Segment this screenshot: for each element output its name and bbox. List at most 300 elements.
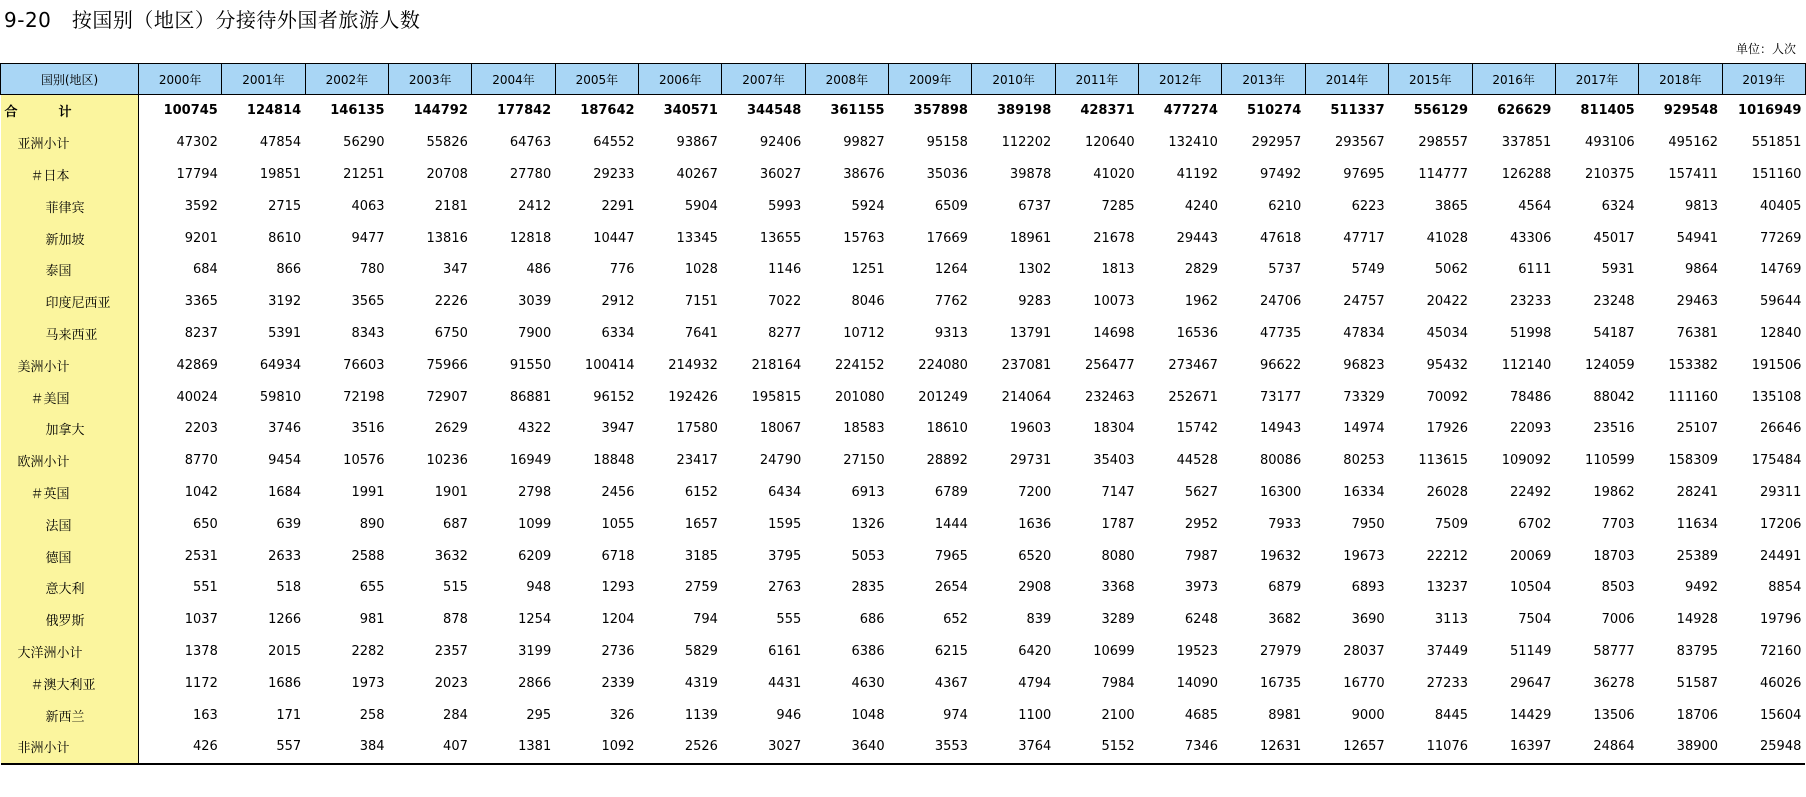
table-cell: 113615 bbox=[1418, 453, 1468, 469]
table-cell: 23516 bbox=[1593, 421, 1635, 437]
table-cell: 974 bbox=[943, 707, 968, 723]
table-cell: 252671 bbox=[1168, 389, 1218, 405]
table-cell: 1048 bbox=[851, 707, 885, 723]
table-cell: 6509 bbox=[934, 198, 968, 214]
table-cell: 14090 bbox=[1176, 675, 1218, 691]
table-cell: 24864 bbox=[1555, 731, 1638, 764]
table-cell: 93867 bbox=[676, 135, 718, 151]
table-cell: 5931 bbox=[1601, 262, 1635, 278]
table-cell: 2357 bbox=[434, 643, 468, 659]
table-cell: 214932 bbox=[668, 357, 718, 373]
table-cell: 58777 bbox=[1593, 643, 1635, 659]
table-cell: 6520 bbox=[1018, 548, 1052, 564]
table-cell: 29443 bbox=[1176, 230, 1218, 246]
table-cell: 17580 bbox=[676, 421, 718, 437]
table-cell: 201080 bbox=[834, 389, 885, 405]
table-cell: 2456 bbox=[601, 484, 635, 500]
table-cell: 9492 bbox=[1684, 580, 1719, 596]
table-cell: 2835 bbox=[851, 580, 885, 596]
table-cell: 18703 bbox=[1593, 548, 1635, 564]
table-cell: 144792 bbox=[413, 103, 468, 119]
table-row bbox=[1, 349, 1806, 381]
table-cell: 2759 bbox=[684, 580, 718, 596]
row-label: ＃英国 bbox=[1, 477, 139, 509]
table-cell: 88042 bbox=[1593, 389, 1635, 405]
table-cell: 3289 bbox=[1101, 612, 1135, 628]
table-cell: 428371 bbox=[1080, 103, 1135, 119]
table-cell: 551851 bbox=[1751, 135, 1802, 151]
table-cell: 218164 bbox=[751, 357, 802, 373]
table-cell: 72907 bbox=[426, 389, 468, 405]
table-row bbox=[1, 286, 1806, 318]
table-cell: 1636 bbox=[1018, 516, 1052, 532]
table-cell: 192426 bbox=[668, 389, 718, 405]
table-cell: 20708 bbox=[426, 166, 468, 182]
table-cell: 2736 bbox=[601, 643, 635, 659]
table-cell: 8277 bbox=[768, 325, 802, 341]
table-cell: 1055 bbox=[601, 516, 635, 532]
table-cell: 2412 bbox=[518, 198, 552, 214]
table-cell: 18848 bbox=[593, 453, 635, 469]
table-cell: 293567 bbox=[1335, 135, 1385, 151]
table-cell: 3973 bbox=[1184, 580, 1218, 596]
table-cell: 948 bbox=[526, 580, 552, 596]
table-cell: 7762 bbox=[934, 294, 968, 310]
table-row bbox=[1, 95, 1806, 127]
table-cell: 19673 bbox=[1343, 548, 1385, 564]
table-cell: 1684 bbox=[268, 484, 302, 500]
table-cell: 14698 bbox=[1093, 325, 1135, 341]
table-cell: 11634 bbox=[1676, 516, 1719, 532]
table-cell: 493106 bbox=[1585, 135, 1635, 151]
table-cell: 3553 bbox=[889, 731, 972, 764]
table-cell: 556129 bbox=[1413, 103, 1468, 119]
table-cell: 295 bbox=[526, 707, 552, 723]
table-cell: 24790 bbox=[759, 453, 802, 469]
table-cell: 3039 bbox=[518, 294, 552, 310]
table-cell: 1028 bbox=[684, 262, 718, 278]
table-cell: 99827 bbox=[843, 135, 885, 151]
table-cell: 839 bbox=[1026, 612, 1052, 628]
table-cell: 59644 bbox=[1760, 294, 1802, 310]
table-cell: 224080 bbox=[918, 357, 968, 373]
header-year: 2000年 bbox=[139, 64, 222, 95]
table-row bbox=[1, 731, 1806, 764]
table-cell: 6210 bbox=[1268, 198, 1302, 214]
table-cell: 92406 bbox=[759, 135, 802, 151]
table-cell: 8981 bbox=[1268, 707, 1302, 723]
table-cell: 7509 bbox=[1434, 516, 1468, 532]
table-row bbox=[1, 445, 1806, 477]
table-cell: 3682 bbox=[1268, 612, 1302, 628]
table-cell: 1266 bbox=[268, 612, 302, 628]
table-cell: 6737 bbox=[1018, 198, 1052, 214]
table-cell: 3690 bbox=[1351, 612, 1385, 628]
row-label: 合 计 bbox=[1, 95, 139, 127]
table-cell: 1264 bbox=[934, 262, 968, 278]
table-cell: 13506 bbox=[1593, 707, 1635, 723]
table-cell: 158309 bbox=[1668, 453, 1719, 469]
table-cell: 811405 bbox=[1580, 103, 1635, 119]
table-cell: 3640 bbox=[805, 731, 888, 764]
table-cell: 47618 bbox=[1259, 230, 1302, 246]
header-year: 2014年 bbox=[1305, 64, 1388, 95]
table-cell: 9283 bbox=[1018, 294, 1052, 310]
table-cell: 21678 bbox=[1093, 230, 1135, 246]
table-cell: 551 bbox=[193, 580, 218, 596]
table-cell: 9864 bbox=[1684, 262, 1719, 278]
table-cell: 273467 bbox=[1168, 357, 1218, 373]
table-cell: 4564 bbox=[1518, 198, 1552, 214]
table-cell: 8237 bbox=[184, 325, 218, 341]
row-label: 法国 bbox=[1, 508, 139, 540]
table-cell: 4630 bbox=[851, 675, 885, 691]
table-cell: 555 bbox=[776, 612, 802, 628]
table-cell: 124814 bbox=[246, 103, 302, 119]
table-cell: 1254 bbox=[518, 612, 552, 628]
table-cell: 4240 bbox=[1184, 198, 1218, 214]
table-cell: 76381 bbox=[1676, 325, 1719, 341]
table-cell: 794 bbox=[693, 612, 718, 628]
table-cell: 298557 bbox=[1418, 135, 1468, 151]
table-cell: 1595 bbox=[768, 516, 802, 532]
table-cell: 7151 bbox=[684, 294, 718, 310]
table-cell: 1016949 bbox=[1738, 103, 1802, 119]
table-cell: 15604 bbox=[1760, 707, 1802, 723]
table-cell: 41028 bbox=[1426, 230, 1468, 246]
row-label: 新西兰 bbox=[1, 699, 139, 731]
table-cell: 51998 bbox=[1509, 325, 1552, 341]
table-cell: 5152 bbox=[1055, 731, 1138, 764]
table-cell: 2226 bbox=[434, 294, 468, 310]
table-cell: 64552 bbox=[593, 135, 635, 151]
table-cell: 3592 bbox=[184, 198, 218, 214]
table-cell: 9477 bbox=[351, 230, 385, 246]
table-cell: 1813 bbox=[1101, 262, 1135, 278]
header-year: 2010年 bbox=[972, 64, 1055, 95]
table-cell: 96823 bbox=[1343, 357, 1385, 373]
table-cell: 407 bbox=[389, 731, 472, 764]
table-cell: 72160 bbox=[1760, 643, 1802, 659]
table-cell: 1326 bbox=[851, 516, 885, 532]
row-label: 非洲小计 bbox=[1, 731, 139, 764]
table-cell: 7965 bbox=[934, 548, 968, 564]
table-cell: 9454 bbox=[268, 453, 302, 469]
header-year: 2013年 bbox=[1222, 64, 1305, 95]
page-title: 9-20 按国别（地区）分接待外国者旅游人数 bbox=[4, 8, 421, 32]
table-cell: 95432 bbox=[1426, 357, 1468, 373]
table-cell: 232463 bbox=[1084, 389, 1135, 405]
table-cell: 91550 bbox=[509, 357, 552, 373]
table-cell: 6420 bbox=[1018, 643, 1052, 659]
table-cell: 109092 bbox=[1501, 453, 1552, 469]
table-cell: 256477 bbox=[1084, 357, 1135, 373]
table-cell: 866 bbox=[276, 262, 302, 278]
table-cell: 4794 bbox=[1018, 675, 1052, 691]
table-cell: 27150 bbox=[843, 453, 885, 469]
table-cell: 981 bbox=[359, 612, 385, 628]
table-cell: 7006 bbox=[1601, 612, 1635, 628]
header-year: 2015年 bbox=[1389, 64, 1472, 95]
table-cell: 655 bbox=[359, 580, 385, 596]
table-cell: 15763 bbox=[843, 230, 885, 246]
table-cell: 95158 bbox=[926, 135, 968, 151]
table-cell: 7504 bbox=[1518, 612, 1552, 628]
table-cell: 47302 bbox=[176, 135, 218, 151]
table-cell: 326 bbox=[609, 707, 635, 723]
table-cell: 78486 bbox=[1509, 389, 1552, 405]
table-cell: 38676 bbox=[843, 166, 885, 182]
header-year: 2018年 bbox=[1639, 64, 1722, 95]
table-row bbox=[1, 159, 1806, 191]
table-cell: 25107 bbox=[1676, 421, 1719, 437]
table-cell: 9813 bbox=[1684, 198, 1719, 214]
table-cell: 96622 bbox=[1259, 357, 1302, 373]
table-cell: 39878 bbox=[1009, 166, 1052, 182]
header-year: 2012年 bbox=[1139, 64, 1222, 95]
table-cell: 35403 bbox=[1093, 453, 1135, 469]
row-label: 马来西亚 bbox=[1, 318, 139, 350]
table-cell: 28892 bbox=[926, 453, 968, 469]
table-row bbox=[1, 604, 1806, 636]
table-row bbox=[1, 127, 1806, 159]
table-cell: 18706 bbox=[1676, 707, 1719, 723]
table-cell: 2798 bbox=[518, 484, 552, 500]
table-cell: 4431 bbox=[768, 675, 802, 691]
table-cell: 59810 bbox=[259, 389, 302, 405]
table-cell: 1962 bbox=[1184, 294, 1218, 310]
table-cell: 6386 bbox=[851, 643, 885, 659]
table-cell: 191506 bbox=[1751, 357, 1802, 373]
table-cell: 6789 bbox=[934, 484, 968, 500]
table-cell: 10073 bbox=[1093, 294, 1135, 310]
table-cell: 187642 bbox=[580, 103, 635, 119]
table-cell: 96152 bbox=[593, 389, 635, 405]
table-cell: 5737 bbox=[1268, 262, 1302, 278]
table-cell: 27979 bbox=[1259, 643, 1302, 659]
table-cell: 171 bbox=[276, 707, 302, 723]
table-cell: 112140 bbox=[1501, 357, 1552, 373]
table-cell: 1092 bbox=[555, 731, 638, 764]
table-cell: 25389 bbox=[1676, 548, 1719, 564]
table-cell: 6913 bbox=[851, 484, 885, 500]
table-cell: 6702 bbox=[1518, 516, 1552, 532]
table-cell: 110599 bbox=[1585, 453, 1635, 469]
table-cell: 7933 bbox=[1268, 516, 1302, 532]
table-cell: 16770 bbox=[1343, 675, 1385, 691]
table-cell: 8770 bbox=[184, 453, 218, 469]
table-cell: 40267 bbox=[676, 166, 718, 182]
table-cell: 2023 bbox=[434, 675, 468, 691]
table-cell: 6223 bbox=[1351, 198, 1385, 214]
table-cell: 2866 bbox=[518, 675, 552, 691]
table-cell: 652 bbox=[943, 612, 968, 628]
table-cell: 12657 bbox=[1305, 731, 1388, 764]
table-cell: 337851 bbox=[1501, 135, 1552, 151]
table-cell: 4322 bbox=[518, 421, 552, 437]
table-cell: 47717 bbox=[1343, 230, 1385, 246]
table-cell: 7147 bbox=[1101, 484, 1135, 500]
table-cell: 19632 bbox=[1259, 548, 1302, 564]
header-year: 2007年 bbox=[722, 64, 805, 95]
table-cell: 38900 bbox=[1639, 731, 1722, 764]
table-cell: 6152 bbox=[684, 484, 718, 500]
table-row bbox=[1, 699, 1806, 731]
table-cell: 5924 bbox=[851, 198, 885, 214]
table-cell: 780 bbox=[359, 262, 385, 278]
table-cell: 284 bbox=[443, 707, 468, 723]
table-cell: 114777 bbox=[1418, 166, 1468, 182]
table-cell: 45034 bbox=[1426, 325, 1468, 341]
table-cell: 2952 bbox=[1184, 516, 1218, 532]
table-header-row bbox=[1, 64, 1806, 95]
table-cell: 76603 bbox=[343, 357, 385, 373]
table-cell: 3192 bbox=[268, 294, 302, 310]
table-cell: 6879 bbox=[1268, 580, 1302, 596]
table-cell: 2291 bbox=[601, 198, 635, 214]
table-cell: 44528 bbox=[1176, 453, 1218, 469]
table-cell: 7641 bbox=[684, 325, 718, 341]
table-body bbox=[1, 95, 1806, 764]
table-cell: 557 bbox=[222, 731, 305, 764]
table-cell: 10712 bbox=[843, 325, 885, 341]
table-cell: 80253 bbox=[1343, 453, 1385, 469]
table-cell: 24706 bbox=[1259, 294, 1302, 310]
table-cell: 16334 bbox=[1343, 484, 1385, 500]
table-cell: 1378 bbox=[184, 643, 218, 659]
data-table-container bbox=[0, 63, 1802, 765]
table-cell: 3199 bbox=[518, 643, 552, 659]
header-year: 2006年 bbox=[639, 64, 722, 95]
table-row bbox=[1, 572, 1806, 604]
table-cell: 40405 bbox=[1760, 198, 1802, 214]
table-cell: 146135 bbox=[330, 103, 385, 119]
table-cell: 41192 bbox=[1176, 166, 1218, 182]
table-cell: 684 bbox=[193, 262, 218, 278]
table-cell: 1657 bbox=[684, 516, 718, 532]
unit-label: 单位：人次 bbox=[1735, 42, 1796, 56]
table-cell: 73329 bbox=[1343, 389, 1385, 405]
header-year: 2017年 bbox=[1555, 64, 1638, 95]
table-cell: 14928 bbox=[1676, 612, 1719, 628]
table-cell: 120640 bbox=[1084, 135, 1135, 151]
table-cell: 347 bbox=[443, 262, 468, 278]
table-cell: 3565 bbox=[351, 294, 385, 310]
table-cell: 16397 bbox=[1472, 731, 1555, 764]
table-cell: 100414 bbox=[584, 357, 635, 373]
table-cell: 9201 bbox=[184, 230, 218, 246]
table-cell: 6334 bbox=[601, 325, 635, 341]
table-cell: 20069 bbox=[1509, 548, 1552, 564]
table-cell: 83795 bbox=[1676, 643, 1719, 659]
table-cell: 23233 bbox=[1509, 294, 1552, 310]
row-label: 印度尼西亚 bbox=[1, 286, 139, 318]
table-cell: 163 bbox=[193, 707, 218, 723]
table-cell: 6111 bbox=[1518, 262, 1552, 278]
table-cell: 7987 bbox=[1184, 548, 1218, 564]
table-cell: 17926 bbox=[1426, 421, 1468, 437]
table-cell: 64934 bbox=[259, 357, 302, 373]
table-cell: 776 bbox=[609, 262, 635, 278]
table-cell: 16949 bbox=[509, 453, 552, 469]
row-label: 德国 bbox=[1, 540, 139, 572]
table-cell: 8080 bbox=[1101, 548, 1135, 564]
table-cell: 1172 bbox=[184, 675, 218, 691]
table-cell: 10504 bbox=[1509, 580, 1552, 596]
table-cell: 7285 bbox=[1101, 198, 1135, 214]
table-cell: 486 bbox=[526, 262, 552, 278]
table-row bbox=[1, 636, 1806, 668]
table-cell: 80086 bbox=[1259, 453, 1302, 469]
table-cell: 13655 bbox=[759, 230, 802, 246]
table-cell: 7703 bbox=[1601, 516, 1635, 532]
table-cell: 6324 bbox=[1601, 198, 1635, 214]
table-cell: 24757 bbox=[1343, 294, 1385, 310]
table-cell: 8610 bbox=[268, 230, 302, 246]
table-row bbox=[1, 540, 1806, 572]
table-cell: 5062 bbox=[1434, 262, 1468, 278]
table-cell: 5627 bbox=[1184, 484, 1218, 500]
row-label: 意大利 bbox=[1, 572, 139, 604]
table-cell: 6750 bbox=[434, 325, 468, 341]
table-cell: 151160 bbox=[1751, 166, 1802, 182]
table-cell: 195815 bbox=[751, 389, 802, 405]
table-cell: 7200 bbox=[1018, 484, 1052, 500]
table-cell: 19862 bbox=[1593, 484, 1635, 500]
table-cell: 1139 bbox=[684, 707, 718, 723]
table-cell: 361155 bbox=[830, 103, 885, 119]
header-country-region: 国别(地区) bbox=[1, 64, 139, 95]
table-cell: 55826 bbox=[426, 135, 468, 151]
table-cell: 5829 bbox=[684, 643, 718, 659]
table-cell: 511337 bbox=[1330, 103, 1385, 119]
table-cell: 10236 bbox=[426, 453, 468, 469]
table-cell: 1381 bbox=[472, 731, 555, 764]
table-cell: 153382 bbox=[1668, 357, 1719, 373]
row-label: 欧洲小计 bbox=[1, 445, 139, 477]
header-year: 2008年 bbox=[805, 64, 888, 95]
table-cell: 13237 bbox=[1426, 580, 1468, 596]
table-cell: 177842 bbox=[496, 103, 552, 119]
table-cell: 3365 bbox=[184, 294, 218, 310]
table-cell: 22093 bbox=[1509, 421, 1552, 437]
table-cell: 5993 bbox=[768, 198, 802, 214]
table-cell: 2829 bbox=[1184, 262, 1218, 278]
table-cell: 214064 bbox=[1001, 389, 1052, 405]
header-year: 2001年 bbox=[222, 64, 305, 95]
table-cell: 3795 bbox=[768, 548, 802, 564]
table-cell: 14769 bbox=[1760, 262, 1802, 278]
table-cell: 5053 bbox=[851, 548, 885, 564]
table-cell: 16735 bbox=[1259, 675, 1302, 691]
table-cell: 2339 bbox=[601, 675, 635, 691]
table-cell: 2203 bbox=[184, 421, 218, 437]
table-row bbox=[1, 413, 1806, 445]
table-cell: 6248 bbox=[1184, 612, 1218, 628]
table-cell: 3027 bbox=[722, 731, 805, 764]
table-cell: 23417 bbox=[676, 453, 718, 469]
table-cell: 100745 bbox=[163, 103, 218, 119]
table-cell: 2908 bbox=[1018, 580, 1052, 596]
table-cell: 16300 bbox=[1259, 484, 1302, 500]
table-cell: 17206 bbox=[1760, 516, 1802, 532]
table-cell: 21251 bbox=[343, 166, 385, 182]
table-cell: 70092 bbox=[1426, 389, 1468, 405]
table-cell: 41020 bbox=[1093, 166, 1135, 182]
table-cell: 340571 bbox=[663, 103, 718, 119]
table-cell: 9313 bbox=[934, 325, 968, 341]
table-cell: 29731 bbox=[1009, 453, 1052, 469]
